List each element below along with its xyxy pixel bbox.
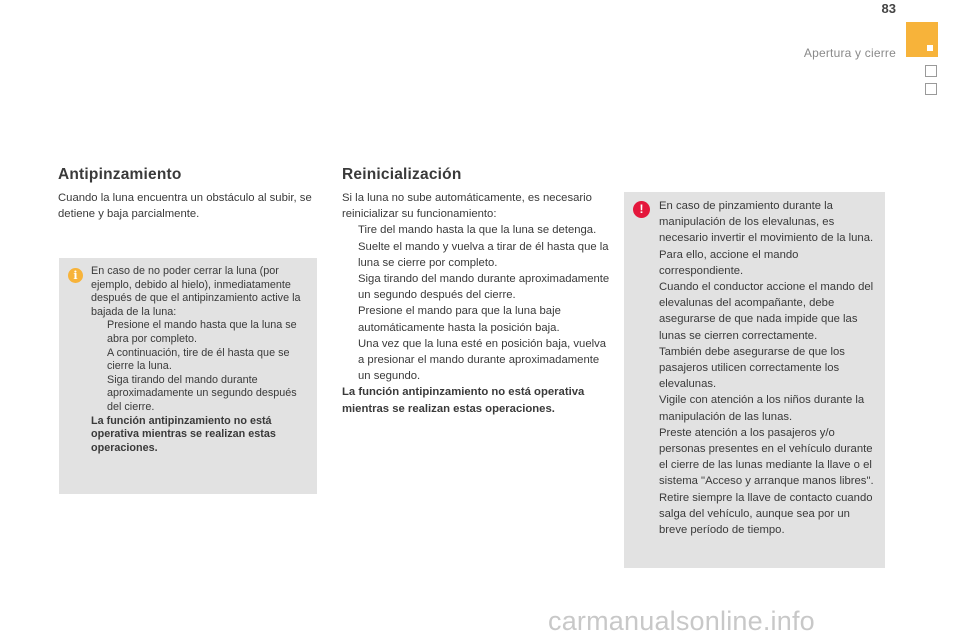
reinicializacion-intro: Si la luna no sube automáticamente, es necesario reinicializar su funcionamiento:: [342, 192, 592, 221]
antipinzamiento-heading: Antipinzamiento: [58, 166, 182, 183]
chapter-tab-marker: [927, 45, 933, 51]
antipinzamiento-intro: Cuando la luna encuentra un obstáculo al subir, se detiene y baja parcialmente.: [58, 192, 312, 221]
warning-icon: !: [633, 201, 650, 218]
info-box-content: [91, 265, 313, 455]
warning-paragraph: Cuando el conductor accione el mando del elevalunas del acompañante, debe asegurarse de que nada impide que las lunas se cierren correctamente.: [659, 281, 874, 342]
info-icon: i: [68, 268, 83, 283]
warning-paragraph: En caso de pinzamiento durante la manipulación de los elevalunas, es necesario invertir el movimiento de la luna. Para ello, accione el mando correspondiente.: [659, 200, 874, 277]
warning-paragraph: Retire siempre la llave de contacto cuando salga del vehículo, aunque sea por un breve período de tiempo.: [659, 491, 873, 537]
reinicializacion-step: Tire del mando hasta la que la luna se detenga.: [358, 224, 597, 237]
info-step: Presione el mando hasta que la luna se abra por completo.: [107, 319, 297, 345]
watermark: carmanualsonline.info: [548, 606, 815, 636]
section-title: Apertura y cierre: [803, 46, 896, 60]
reinicializacion-heading: Reinicialización: [342, 166, 462, 183]
chapter-marker-box: [925, 83, 937, 95]
info-step: Siga tirando del mando durante aproximadamente un segundo después del cierre.: [107, 373, 297, 413]
chapter-tab: [906, 22, 938, 57]
info-step: A continuación, tire de él hasta que se cierre la luna.: [107, 346, 290, 373]
page-number: 83: [881, 1, 896, 16]
warning-box-content: [659, 198, 881, 538]
warning-paragraph: Preste atención a los pasajeros y/o personas presentes en el vehículo durante el cierre de las lunas mediante la llave o el sistema "Acceso y arranque manos libres".: [659, 426, 874, 488]
reinicializacion-step: Siga tirando del mando durante aproximadamente un segundo después del cierre.: [358, 273, 610, 302]
info-box-note: La función antipinzamiento no está operativa mientras se realizan estas operaciones.: [91, 414, 276, 454]
warning-paragraph: Vigile con atención a los niños durante la manipulación de las lunas.: [659, 394, 865, 423]
reinicializacion-step: Presione el mando para que la luna baje automáticamente hasta la posición baja.: [358, 305, 561, 334]
reinicializacion-note: La función antipinzamiento no está operativa mientras se realizan estas operaciones.: [342, 386, 585, 415]
chapter-marker-box: [925, 65, 937, 77]
reinicializacion-content: [342, 190, 612, 417]
info-box-intro: En caso de no poder cerrar la luna (por ejemplo, debido al hielo), inmediatamente después de que el antipinzamiento active la bajada de la luna:: [91, 265, 301, 318]
reinicializacion-step: Una vez que la luna esté en posición baja, vuelva a presionar el mando durante aproximadamente un segundo.: [358, 337, 607, 383]
warning-paragraph: También debe asegurarse de que los pasajeros utilicen correctamente los elevalunas.: [659, 345, 845, 391]
reinicializacion-step: Suelte el mando y vuelva a tirar de él hasta que la luna se cierre por completo.: [358, 240, 609, 269]
